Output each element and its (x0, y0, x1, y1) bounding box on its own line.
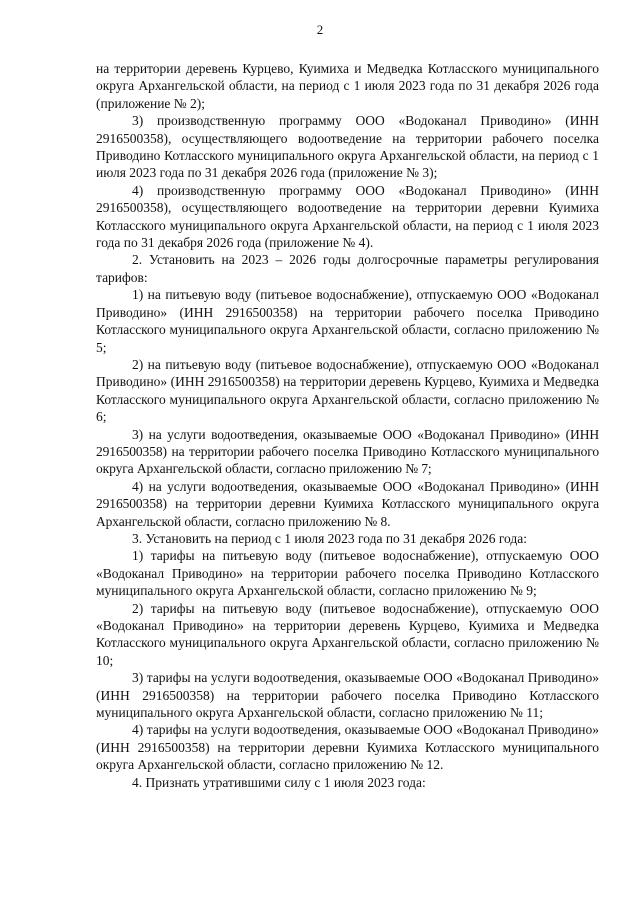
page-number: 2 (316, 22, 324, 37)
paragraph-2-item-4: 4) на услуги водоотведения, оказываемые ООО «Водоканал Приводино» (ИНН 2916500358) на территории деревни Куимиха Котласского муниципального округа Архангельской области, согласно приложению № 8. (96, 478, 599, 529)
paragraph-continuation: на территории деревень Курцево, Куимиха и Медведка Котласского муниципального округа Архангельской области, на период с 1 июля 2023 года по 31 декабря 2026 года (приложение № 2); (96, 61, 599, 111)
document-body (96, 60, 599, 791)
paragraph-3-item-1: 1) тарифы на питьевую воду (питьевое водоснабжение), отпускаемую ООО «Водоканал Приводино» на территории рабочего поселка Приводино Котласского муниципального округа Архангельской области, согласно приложению № 9; (96, 548, 599, 599)
paragraph-2-item-1: 1) на питьевую воду (питьевое водоснабжение), отпускаемую ООО «Водоканал Приводино» (ИНН 2916500358) на территории рабочего поселка Приводино Котласского муниципального округа Архангельской области, согласно приложению № 5; (96, 287, 599, 355)
paragraph-2-item-3: 3) на услуги водоотведения, оказываемые ООО «Водоканал Приводино» (ИНН 2916500358) на территории рабочего поселка Приводино Котласского муниципального округа Архангельской области, согласно приложению № 7; (96, 426, 599, 477)
paragraph-1-item-4: 4) производственную программу ООО «Водоканал Приводино» (ИНН 2916500358), осуществляющего водоотведение на территории деревни Куимиха Котласского муниципального округа Архангельской области, на период с 1 июля 2023 года по 31 декабря 2026 года (приложение № 4). (96, 182, 599, 251)
paragraph-3-item-3: 3) тарифы на услуги водоотведения, оказываемые ООО «Водоканал Приводино» (ИНН 2916500358) на территории рабочего поселка Приводино Котласского муниципального округа Архангельской области, согласно приложению № 11; (96, 670, 599, 721)
paragraph-2-heading: 2. Установить на 2023 – 2026 годы долгосрочные параметры регулирования тарифов: (96, 252, 599, 285)
paragraph-3-item-4: 4) тарифы на услуги водоотведения, оказываемые ООО «Водоканал Приводино» (ИНН 2916500358) на территории деревни Куимиха Котласского муниципального округа Архангельской области, согласно приложению № 12. (96, 722, 599, 773)
paragraph-3-heading: 3. Установить на период с 1 июля 2023 года по 31 декабря 2026 года: (132, 530, 528, 546)
paragraph-2-item-2: 2) на питьевую воду (питьевое водоснабжение), отпускаемую ООО «Водоканал Приводино» (ИНН 2916500358) на территории деревень Курцево, Куимиха и Медведка Котласского муниципального округа Архангельской области, согласно приложению № 6; (96, 356, 599, 425)
paragraph-3-item-2: 2) тарифы на питьевую воду (питьевое водоснабжение), отпускаемую ООО «Водоканал Приводино» на территории деревень Курцево, Куимиха и Медведка Котласского муниципального округа Архангельской области, согласно приложению № 10; (96, 600, 599, 668)
paragraph-4-heading: 4. Признать утратившими силу с 1 июля 2023 года: (132, 774, 426, 790)
paragraph-1-item-3: 3) производственную программу ООО «Водоканал Приводино» (ИНН 2916500358), осуществляющего водоотведение на территории рабочего поселка Приводино Котласского муниципального округа Архангельской области, на период с 1 июля 2023 года по 31 декабря 2026 года (приложение № 3); (96, 113, 599, 181)
